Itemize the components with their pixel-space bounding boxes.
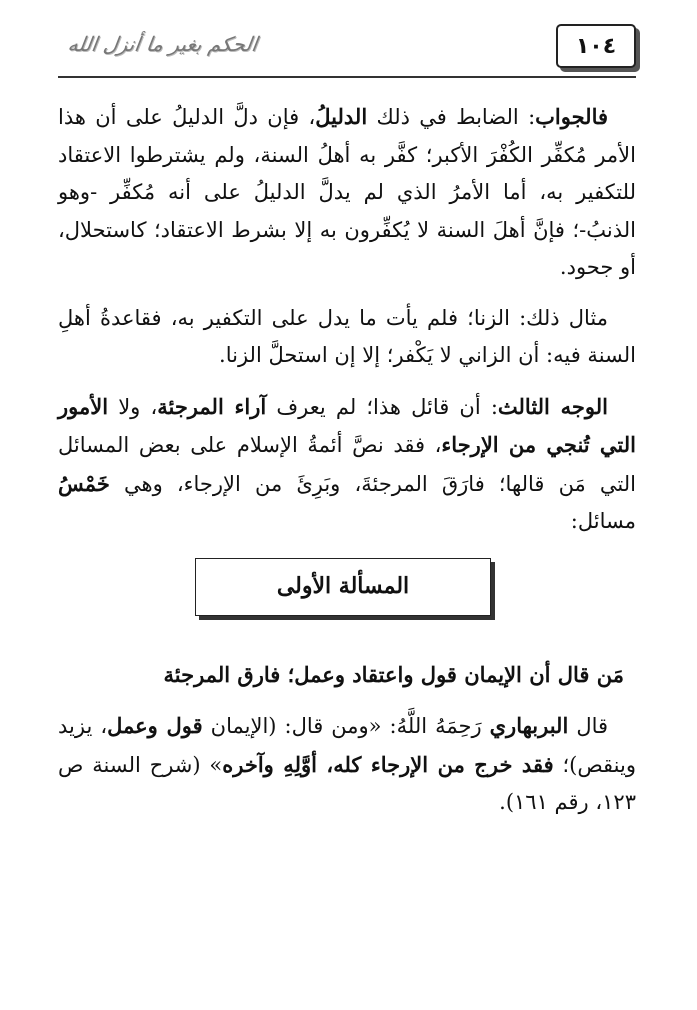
page-header xyxy=(58,18,636,80)
text-run: رَحِمَهُ اللَّهُ: «ومن قال: (الإيمان xyxy=(202,714,490,738)
bold-text-run: الأمور التي تُنجي من الإرجاء xyxy=(58,393,636,457)
page-number: ١٠٤ xyxy=(575,33,617,59)
text-run: ، فقد نصَّ أئمةُ الإسلام على بعض المسائل التي مَن قالها؛ فارَقَ المرجئةَ، وبَرِئَ من الإرجاء، وهي xyxy=(58,433,636,496)
text-run: قال xyxy=(568,714,609,738)
paragraph-quote xyxy=(58,707,636,822)
page-number-box xyxy=(556,24,636,68)
bold-text-run: فقد خرج من الإرجاء كله، أوَّلِهِ وآخره xyxy=(222,751,554,777)
paragraph-example xyxy=(58,300,636,375)
text-run: مثال ذلك: الزنا؛ فلم يأت ما يدل على التكفير به، فقاعدةُ أهلِ السنة فيه: أن الزاني لا يَكْفر؛ إلا إن استحلَّ الزنا. xyxy=(58,305,636,367)
paragraph-third-aspect xyxy=(58,388,636,541)
bold-text-run: خَمْسُ xyxy=(58,470,110,496)
page-content xyxy=(58,98,636,835)
bold-text-run: الدليلُ xyxy=(315,104,368,129)
bold-text-run: فالجواب xyxy=(535,104,608,129)
text-run: : الضابط في ذلك xyxy=(367,105,536,129)
bold-text-run: قول وعمل xyxy=(107,713,203,738)
bold-text-run: آراء المرجئة xyxy=(157,393,267,419)
section-box-wrapper xyxy=(58,554,636,640)
book-title-logo: الحكم بغير ما أنزل الله xyxy=(66,32,259,56)
bold-text-run: البربهاري xyxy=(489,713,569,738)
text-run: ، فإن دلَّ الدليلُ على أن هذا الأمر مُكفِّر الكُفْرَ الأكبر؛ كفَّر به أهلُ السنة، ولم يشترطوا الاعتقاد للتكفير به، أما الأمرُ الذي لم يدلَّ الدليلُ على أنه مُكفِّر -وهو الذنبُ-؛ فإنَّ أهلَ السنة لا يُكفِّرون به إلا بشرط الاعتقاد؛ كاستحلال، أو جحود. xyxy=(58,105,636,279)
text-run: مسائل: xyxy=(570,509,636,533)
text-run: » (شرح السنة ص ١٢٣، رقم ١٦١). xyxy=(58,752,636,814)
section-title: المسألة الأولى xyxy=(276,572,410,599)
bold-text-run: الوجه الثالث xyxy=(497,393,608,419)
text-run: ، ولا xyxy=(108,394,158,419)
text-run: ، يزيد وينقص)؛ xyxy=(58,714,636,777)
issue-heading: مَن قال أن الإيمان قول واعتقاد وعمل؛ فارق المرجئة xyxy=(163,661,624,687)
paragraph-answer xyxy=(58,98,636,287)
header-divider xyxy=(58,76,636,78)
section-title-box xyxy=(195,558,491,616)
text-run: : أن قائل هذا؛ لم يعرف xyxy=(266,394,498,419)
